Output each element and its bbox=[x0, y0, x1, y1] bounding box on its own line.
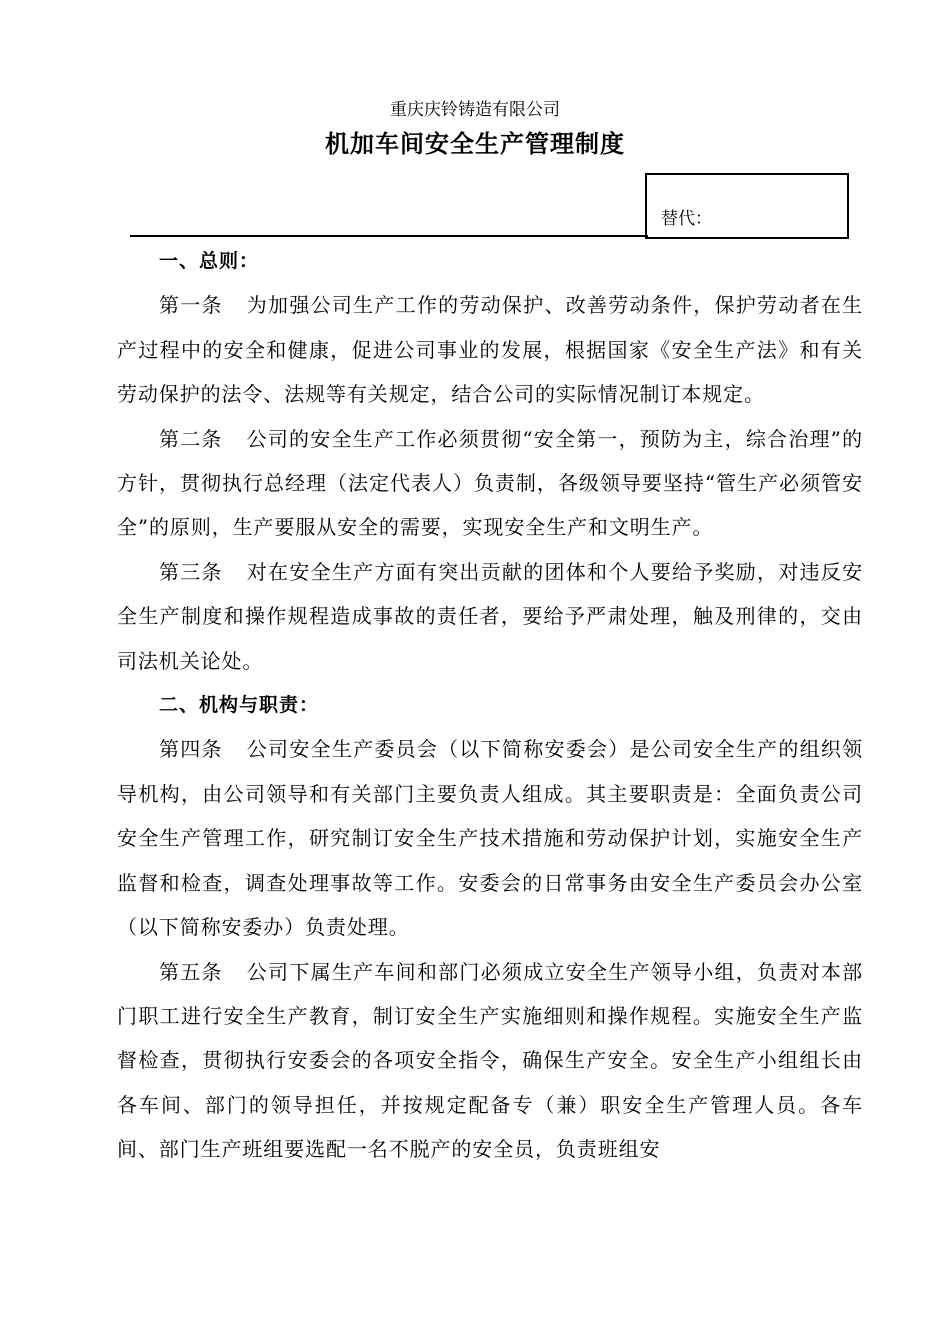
article-4 bbox=[117, 727, 863, 949]
header-rule bbox=[130, 235, 648, 237]
replace-label: 替代： bbox=[661, 209, 712, 229]
article-3 bbox=[117, 550, 863, 683]
article-number: 第三条 bbox=[159, 559, 223, 584]
article-number: 第五条 bbox=[159, 959, 223, 984]
article-number: 第四条 bbox=[159, 737, 223, 762]
article-text: 公司安全生产委员会（以下简称安委会）是公司安全生产的组织领导机构，由公司领导和有关部门主要负责人组成。其主要职责是：全面负责公司安全生产管理工作，研究制订安全生产技术措施和劳动保护计划，实施安全生产监督和检查，调查处理事故等工作。安委会的日常事务由安全生产委员会办公室（以下简称安委办）负责处理。 bbox=[117, 737, 864, 940]
company-name: 重庆庆铃铸造有限公司 bbox=[390, 100, 560, 120]
article-text: 公司下属生产车间和部门必须成立安全生产领导小组，负责对本部门职工进行安全生产教育，制订安全生产实施细则和操作规程。实施安全生产监督检查，贯彻执行安委会的各项安全指令，确保生产安全。安全生产小组组长由各车间、部门的领导担任，并按规定配备专（兼）职安全生产管理人员。各车间、部门生产班组要选配一名不脱产的安全员，负责班组安 bbox=[117, 959, 864, 1162]
document-title: 机加车间安全生产管理制度 bbox=[325, 130, 625, 158]
article-number: 第二条 bbox=[159, 426, 223, 451]
article-text: 对在安全生产方面有突出贡献的团体和个人要给予奖励，对违反安全生产制度和操作规程造成事故的责任者，要给予严肃处理，触及刑律的，交由司法机关论处。 bbox=[117, 559, 864, 673]
replace-box bbox=[645, 173, 849, 239]
article-text: 公司的安全生产工作必须贯彻“安全第一，预防为主，综合治理”的方针，贯彻执行总经理（法定代表人）负责制，各级领导要坚持“管生产必须管安全”的原则，生产要服从安全的需要，实现安全生产和文明生产。 bbox=[117, 426, 863, 540]
article-2 bbox=[117, 417, 863, 550]
article-1 bbox=[117, 283, 863, 416]
section-heading-org: 二、机构与职责： bbox=[159, 694, 320, 717]
article-text: 为加强公司生产工作的劳动保护、改善劳动条件，保护劳动者在生产过程中的安全和健康，促进公司事业的发展，根据国家《安全生产法》和有关劳动保护的法令、法规等有关规定，结合公司的实际情况制订本规定。 bbox=[117, 293, 864, 407]
article-number: 第一条 bbox=[159, 293, 223, 318]
section-heading-general: 一、总则： bbox=[159, 250, 260, 272]
article-5 bbox=[117, 950, 863, 1172]
document-body bbox=[117, 239, 863, 1172]
